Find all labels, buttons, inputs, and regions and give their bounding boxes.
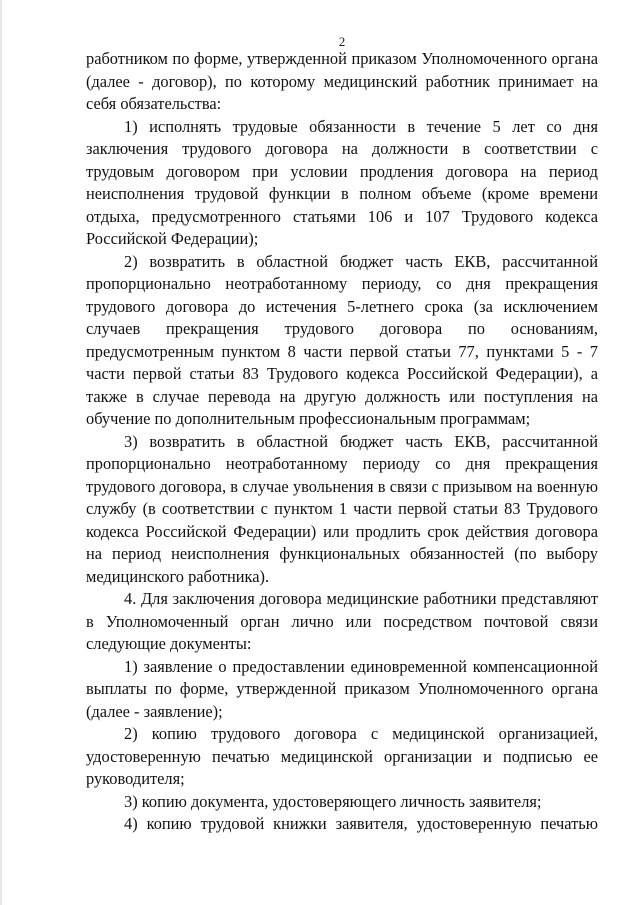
paragraph-section-4: 4. Для заключения договора медицинские работники представляют в Уполномоченный орган лично или посредством почтовой связи следующие документы:: [86, 589, 598, 653]
paragraph-document-3: 3) копию документа, удостоверяющего личность заявителя;: [124, 791, 542, 811]
page-edge: [0, 0, 2, 905]
paragraph-obligation-3: 3) возвратить в областной бюджет часть ЕКВ, рассчитанной пропорционально неотработанному периоду со дня прекращения трудового договора, в случае увольнения в связи с призывом на военную службу (в соответствии с пунктом 1 части первой статьи 83 Трудового кодекса Российской Федерации) или продлить срок действия договора на период неисполнения функциональных обязанностей (по выбору медицинского работника).: [86, 431, 598, 586]
page-number: 2: [338, 34, 346, 49]
paragraph-obligation-1: 1) исполнять трудовые обязанности в течение 5 лет со дня заключения трудового договора на должности в соответствии с трудовым договором при условии продления договора на период неисполнения трудовой функции в полном объеме (кроме времени отдыха, предусмотренного статьями 106 и 107 Трудового кодекса Российской Федерации);: [86, 116, 598, 248]
paragraph-document-4: 4) копию трудовой книжки заявителя, удостоверенную печатью: [124, 814, 598, 833]
paragraph-document-1: 1) заявление о предоставлении единовременной компенсационной выплаты по форме, утвержденной приказом Уполномоченного органа (далее - заявление);: [86, 656, 598, 721]
paragraph-continuation: работником по форме, утвержденной приказом Уполномоченного органа (далее - договор), по которому медицинский работник принимает на себя обязательства:: [86, 49, 598, 113]
paragraph-document-2: 2) копию трудового договора с медицинской организацией, удостоверенную печатью медицинской организации и подписью ее руководителя;: [86, 724, 598, 788]
document-body: [86, 48, 598, 836]
paragraph-obligation-2: 2) возвратить в областной бюджет часть ЕКВ, рассчитанной пропорционально неотработанному периоду, со дня прекращения трудового договора до истечения 5-летнего срока (за исключением случаев прекращения трудового договора по основаниям, предусмотренным пунктом 8 части первой статьи 77, пунктами 5 - 7 части первой статьи 83 Трудового кодекса Российской Федерации), а также в случае перевода на другую должность или поступления на обучение по дополнительным профессиональным программам;: [86, 251, 598, 428]
